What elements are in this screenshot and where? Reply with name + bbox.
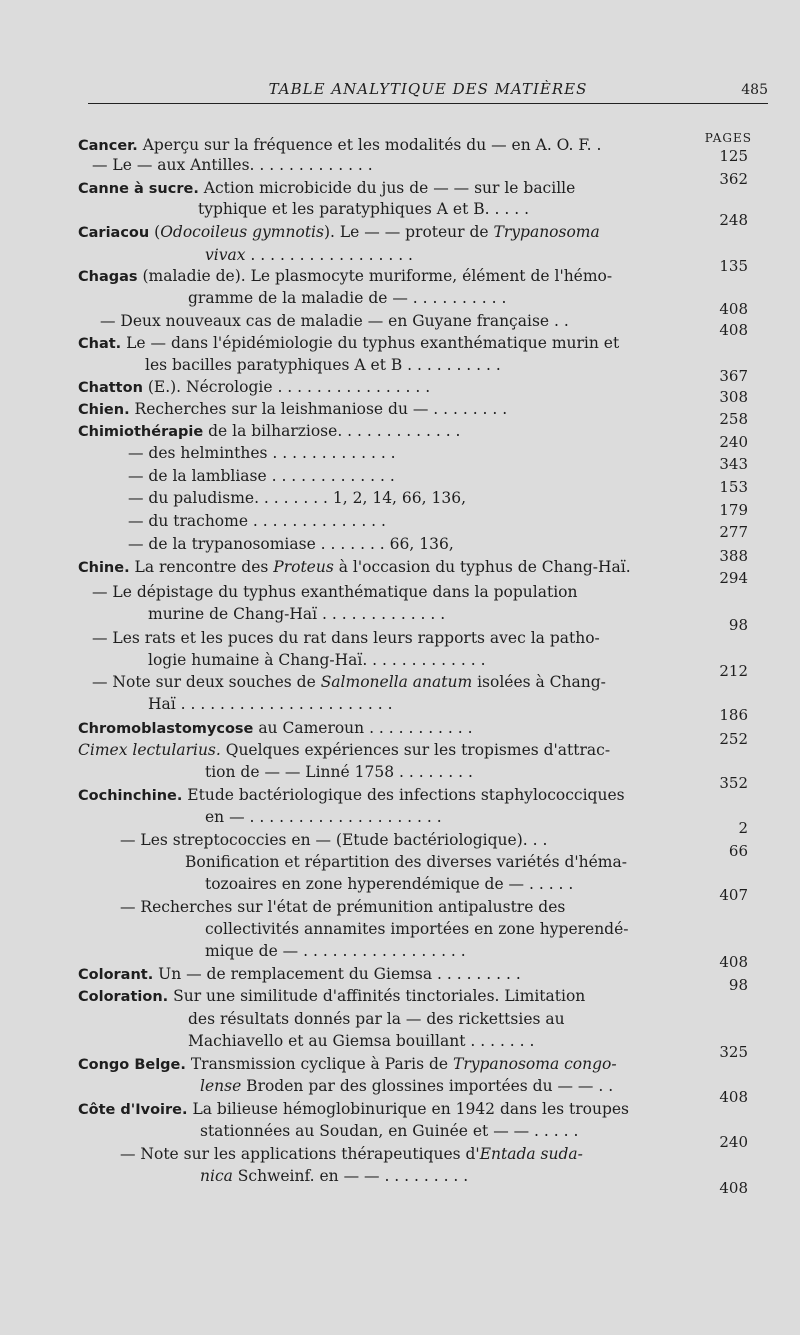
entry-text: des résultats donnés par la — des rickettsies au [188, 1010, 565, 1028]
entry-heading: Chagas [78, 269, 138, 285]
entry-text: — Le dépistage du typhus exanthématique dans la population [92, 583, 578, 601]
index-line [205, 245, 413, 265]
entry-text: — du trachome . . . . . . . . . . . . . . [128, 512, 386, 530]
page-number: 485 [741, 82, 768, 98]
entry-text: . . . . . . . . . . . . . . . . . [245, 246, 413, 264]
index-line [205, 919, 629, 939]
entry-text: isolées à Chang- [472, 673, 606, 691]
entry-text: ( [149, 223, 161, 241]
entry-heading: Canne à sucre. [78, 181, 199, 197]
index-line [200, 1121, 578, 1141]
entry-heading: Coloration. [78, 989, 169, 1005]
entry-text: Proteus [273, 558, 334, 576]
index-line [78, 718, 473, 739]
entry-text: Transmission cyclique à Paris de [185, 1055, 453, 1073]
entry-heading: Chat. [78, 336, 122, 352]
index-line [78, 964, 521, 985]
page-reference: 408 [719, 321, 748, 339]
entry-text: murine de Chang-Haï . . . . . . . . . . . . . [148, 605, 446, 623]
entry-text: Trypanosoma congo- [452, 1055, 617, 1073]
entry-text: en — . . . . . . . . . . . . . . . . . . . . [205, 808, 442, 826]
index-line [78, 399, 507, 420]
entry-text: — de la trypanosomiase . . . . . . . 66, 136, [128, 535, 454, 553]
index-line [128, 488, 466, 508]
entry-text: typhique et les paratyphiques A et B. . . . . [198, 200, 529, 218]
page-reference: 240 [719, 1133, 748, 1151]
index-line [92, 582, 578, 602]
entry-text: Schweinf. en — — . . . . . . . . . [232, 1167, 469, 1185]
entry-text: tion de — — Linné 1758 . . . . . . . . [205, 763, 473, 781]
entry-text: La rencontre des [129, 558, 274, 576]
entry-text: — Deux nouveaux cas de maladie — en Guyane française . . [100, 312, 569, 330]
page-reference: 186 [719, 706, 748, 724]
index-line [92, 155, 373, 175]
page-reference: 248 [719, 211, 748, 229]
index-line [200, 1166, 468, 1186]
page-reference: 408 [719, 1179, 748, 1197]
page-reference: 98 [728, 616, 748, 634]
entry-text: — Note sur les applications thérapeutiques d' [120, 1145, 480, 1163]
page-reference: 407 [719, 886, 748, 904]
page-reference: 212 [719, 662, 748, 680]
index-line [148, 650, 486, 670]
entry-text: La bilieuse hémoglobinurique en 1942 dans les troupes [187, 1100, 630, 1118]
index-line [148, 604, 445, 624]
entry-text: stationnées au Soudan, en Guinée et — — . . . . . [200, 1122, 579, 1140]
running-title: TABLE ANALYTIQUE DES MATIÈRES [268, 80, 588, 98]
page-reference: 153 [719, 478, 748, 496]
entry-text: Bonification et répartition des diverses variétés d'héma- [185, 853, 627, 871]
entry-heading: Chine. [78, 560, 130, 576]
index-line [120, 830, 547, 850]
page-reference: 66 [728, 842, 748, 860]
index-line [128, 511, 386, 531]
index-line [78, 178, 575, 199]
page-reference: 277 [719, 523, 748, 541]
entry-heading: Côte d'Ivoire. [78, 1102, 188, 1118]
entry-text: Trypanosoma [493, 223, 600, 241]
entry-text: — de la lambliase . . . . . . . . . . . . . [128, 467, 395, 485]
index-line [78, 1099, 629, 1120]
entry-text: à l'occasion du typhus de Chang-Haï. [333, 558, 631, 576]
entry-text: gramme de la maladie de — . . . . . . . . . . [188, 289, 507, 307]
entry-text: — Les streptococcies en — (Etude bactériologique). . . [120, 831, 548, 849]
page-reference: 294 [719, 569, 748, 587]
index-line [188, 1031, 534, 1051]
page-reference: 125 [719, 147, 748, 165]
page-reference: 408 [719, 953, 748, 971]
entry-text: Recherches sur la leishmaniose du — . . . . . . . . [129, 400, 508, 418]
index-line [100, 311, 569, 331]
index-line [120, 1144, 583, 1164]
entry-text: Sur une similitude d'affinités tinctoriales. Limitation [168, 987, 586, 1005]
entry-text: Aperçu sur la fréquence et les modalités du — en A. O. F. . [137, 136, 602, 154]
index-line [185, 852, 627, 872]
entry-text: — du paludisme. . . . . . . . 1, 2, 14, 66, 136, [128, 489, 466, 507]
index-line [78, 333, 619, 354]
entry-heading: Chien. [78, 402, 130, 418]
index-line [78, 135, 601, 156]
entry-text: les bacilles paratyphiques A et B . . . . . . . . . . [145, 356, 501, 374]
page-reference: 252 [719, 730, 748, 748]
page-reference: 240 [719, 433, 748, 451]
page-reference: 258 [719, 410, 748, 428]
index-line [145, 355, 501, 375]
entry-text: Machiavello et au Giemsa bouillant . . . . . . . [188, 1032, 535, 1050]
page-reference: 352 [719, 774, 748, 792]
entry-text: Le — dans l'épidémiologie du typhus exanthématique murin et [121, 334, 620, 352]
page-reference: 388 [719, 547, 748, 565]
entry-text: — des helminthes . . . . . . . . . . . . . [128, 444, 396, 462]
entry-heading: Colorant. [78, 967, 154, 983]
index-line [205, 762, 473, 782]
index-line [188, 288, 506, 308]
entry-text: Odocoileus gymnotis [160, 223, 324, 241]
index-line [78, 421, 461, 442]
entry-heading: Chimiothérapie [78, 424, 204, 440]
entry-text: Action microbicide du jus de — — sur le bacille [198, 179, 576, 197]
entry-text: Cimex lectularius. [78, 741, 221, 759]
index-line [78, 557, 631, 578]
entry-text: mique de — . . . . . . . . . . . . . . . . . [205, 942, 466, 960]
entry-text: (maladie de). Le plasmocyte muriforme, élément de l'hémo- [137, 267, 613, 285]
entry-text: vivax [205, 246, 246, 264]
index-line [78, 986, 585, 1007]
page-reference: 2 [738, 819, 748, 837]
page-reference: 362 [719, 170, 748, 188]
index-line [148, 694, 393, 714]
page-reference: 343 [719, 455, 748, 473]
index-line [128, 443, 396, 463]
entry-text: ). Le — — proteur de [323, 223, 494, 241]
index-line [92, 628, 600, 648]
index-line [78, 740, 610, 760]
entry-text: — Recherches sur l'état de prémunition antipalustre des [120, 898, 566, 916]
page-reference: 367 [719, 367, 748, 385]
index-line [78, 266, 612, 287]
index-line [120, 897, 565, 917]
index-line [128, 534, 454, 554]
index-line [128, 466, 395, 486]
entry-heading: Cariacou [78, 225, 150, 241]
entry-text: — Le — aux Antilles. . . . . . . . . . . . . [92, 156, 373, 174]
entry-text: — Les rats et les puces du rat dans leurs rapports avec la patho- [92, 629, 600, 647]
entry-heading: Cochinchine. [78, 788, 183, 804]
index-line [205, 807, 442, 827]
page-reference: 308 [719, 388, 748, 406]
entry-text: logie humaine à Chang-Haï. . . . . . . . . . . . . [148, 651, 486, 669]
index-line [198, 199, 529, 219]
index-line [205, 874, 573, 894]
entry-text: Etude bactériologique des infections staphylococciques [182, 786, 625, 804]
entry-text: (E.). Nécrologie . . . . . . . . . . . . . . . . [142, 378, 431, 396]
index-line [78, 1054, 617, 1075]
index-line [78, 377, 430, 398]
page-reference: 179 [719, 501, 748, 519]
page-reference: 135 [719, 257, 748, 275]
pages-column-label: PAGES [704, 131, 752, 145]
index-line [188, 1009, 565, 1029]
index-line [205, 941, 466, 961]
entry-text: Broden par des glossines importées du — — . . [241, 1077, 614, 1095]
entry-text: Quelques expériences sur les tropismes d'attrac- [220, 741, 611, 759]
page-reference: 325 [719, 1043, 748, 1061]
entry-heading: Chatton [78, 380, 143, 396]
entry-text: lense [200, 1077, 242, 1095]
entry-text: Entada suda- [479, 1145, 583, 1163]
entry-text: Salmonella anatum [320, 673, 473, 691]
entry-text: collectivités annamites importées en zone hyperendé- [205, 920, 629, 938]
entry-heading: Chromoblastomycose [78, 721, 254, 737]
entry-text: Haï . . . . . . . . . . . . . . . . . . . . . . [148, 695, 393, 713]
entry-text: nica [200, 1167, 233, 1185]
entry-heading: Congo Belge. [78, 1057, 186, 1073]
page-reference: 98 [728, 976, 748, 994]
index-line [200, 1076, 613, 1096]
entry-text: — Note sur deux souches de [92, 673, 321, 691]
page-reference: 408 [719, 1088, 748, 1106]
entry-heading: Cancer. [78, 138, 138, 154]
entry-text: au Cameroun . . . . . . . . . . . [253, 719, 473, 737]
index-line [92, 672, 606, 692]
index-line [78, 222, 600, 243]
entry-text: tozoaires en zone hyperendémique de — . . . . . [205, 875, 574, 893]
entry-text: de la bilharziose. . . . . . . . . . . . . [203, 422, 461, 440]
entry-text: Un — de remplacement du Giemsa . . . . . . . . . [153, 965, 521, 983]
index-line [78, 785, 625, 806]
page-reference: 408 [719, 300, 748, 318]
